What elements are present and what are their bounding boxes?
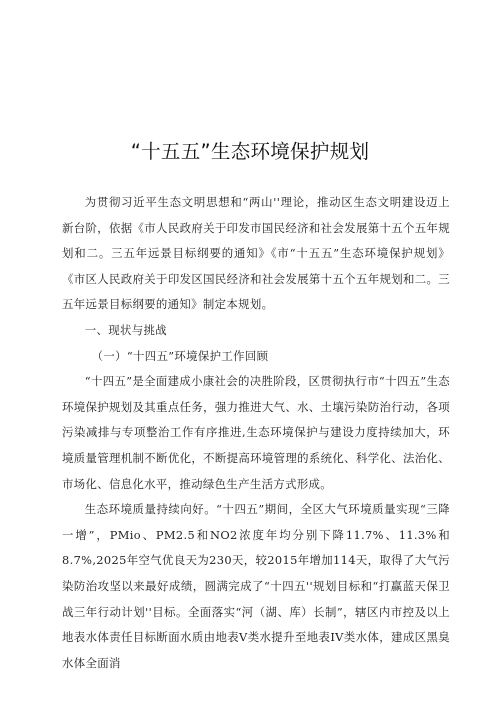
subsection-heading: （一）“十四五”环境保护工作回顾	[91, 348, 269, 363]
section-heading: 一、现状与挑战	[84, 322, 167, 337]
review-paragraph: “十四五”是全面建成小康社会的决胜阶段，区贯彻执行市“十四五”生态环境保护规划及其重点任务，强力推进大气、水、土壤污染防治行动，各项污染减排与专项整治工作有序推进,生态环境保护与建设力度持续加大，环境质量管理机制不断优化，不断提高环境管理的系统化、科学化、法治化、市场化、信息化水平，推动绿色生产生活方式形成。	[62, 374, 450, 491]
intro-paragraph: 为贯彻习近平生态文明思想和“两山''理论，推动区生态文明建设迈上新台阶，依据《市人民政府关于印发市国民经济和社会发展第十五个五年规划和二。三五年远景目标纲要的通知》《市“十五五”生态环境保护规划》《市区人民政府关于印发区国民经济和社会发展第十五个五年规划和二。三五年远景目标纲要的通知》制定本规划。	[62, 195, 450, 312]
document-title: “十五五”生态环境保护规划	[130, 140, 370, 163]
document-body	[62, 190, 450, 676]
environment-quality-paragraph: 生态环境质量持续向好。“十四五”期间，全区大气环境质量实现“三降一增”，PMio、PM2.5和NO2浓度年均分别下降11.7%、11.3%和8.7%,2025年空气优良天为230天，较2015年增加114天，取得了大气污染防治攻坚以来最好成绩，圆满完成了“十四五''规划目标和“打赢蓝天保卫战三年行动计划''目标。全面落实“河（湖、库）长制”，辖区内市控及以上地表水体责任目标断面水质由地表V类水提升至地表IV类水体，建成区黑臭水体全面消	[62, 502, 450, 670]
